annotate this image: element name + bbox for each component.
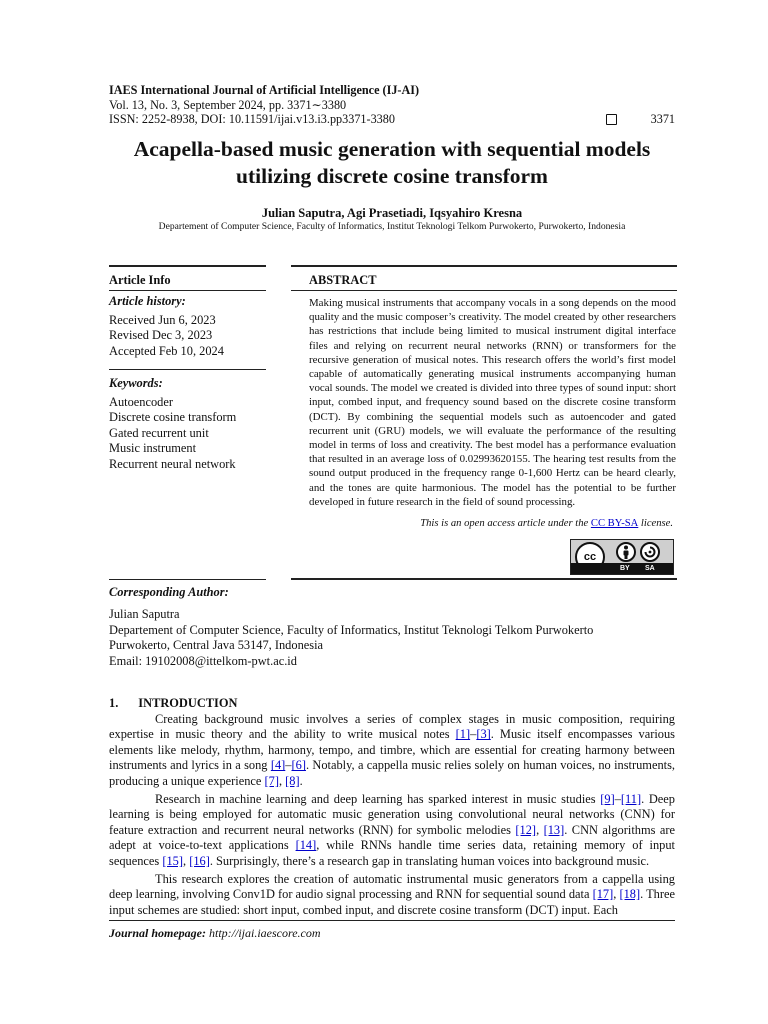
intro-paragraph-2: Research in machine learning and deep learning has sparked interest in music studies [9]–[11]. Deep learning is being employed for automatic music generation using convolutional neural networks (CNN) for feature extraction and recurrent neural networks (RNN) for symbolic melodies [12], [13]. CNN algorithms are adept at voice-to-text applications [14], while RNNs handle time series data, retaining memory of input sequences [15], [16]. Surprisingly, there’s a research gap in translating human voices into background music.: [109, 791, 675, 868]
article-history-heading: Article history:: [109, 294, 186, 308]
keyword-item: Autoencoder: [109, 395, 173, 409]
person-icon: [616, 542, 636, 562]
issn-row: [109, 112, 675, 127]
citation-link[interactable]: [14]: [295, 838, 317, 853]
keyword-item: Recurrent neural network: [109, 456, 236, 471]
open-access-notice: This is an open access article under the CC BY-SA license.: [420, 518, 673, 529]
info-top-rule: [109, 265, 266, 267]
title-line-2: utilizing discrete cosine transform: [236, 164, 548, 188]
abstract-heading-rule: [291, 290, 677, 291]
share-alike-icon: [640, 542, 660, 562]
abstract-bottom-rule: [291, 578, 677, 580]
history-revised: Revised Dec 3, 2023: [109, 328, 213, 343]
introduction-section: [109, 696, 675, 918]
corresponding-email: Email: 19102008@ittelkom-pwt.ac.id: [109, 653, 297, 668]
citation-link[interactable]: [4]: [270, 758, 286, 773]
abstract-body: Making musical instruments that accompany vocals in a song depends on the mood quality and the music composer’s creativity. The model created by other researchers has restrictions that include being limited to musical instrument digital interface files and relying on recurrent neural networks (RNN) or transformers for the recursive generation of musical notes. This research offers the world’s first model capable of automatically generating musical instruments accompanying human vocal sounds. The model we created is divided into three types of sound input: short input, combed input, and frequency sound based on the discrete cosine transform (DCT). By combining the sequential models such as autoencoder and gated recurrent unit (GRU) models, we will evaluate the performance of the resulting model in terms of loss and creativity. The best model has a performance evaluation that resulted in an average loss of 0.02993620155. The hearing test results from the sound output produced in the frequency range 0-1,600 Hertz can be heard clearly, and the tones are quite harmonious. The model has the potential to be further developed in future research in the field of sound processing.: [309, 297, 676, 508]
article-info-heading: Article Info: [109, 273, 171, 287]
volume-line: Vol. 13, No. 3, September 2024, pp. 3371∼3380: [109, 97, 347, 112]
citation-link[interactable]: [11]: [620, 791, 642, 806]
authors: Julian Saputra, Agi Prasetiadi, Iqsyahiro Kresna: [261, 206, 523, 220]
abstract-heading: ABSTRACT: [309, 273, 377, 287]
footer-rule: [109, 920, 675, 921]
intro-paragraph-3: This research explores the creation of automatic instrumental music generators from a cappella using deep learning, involving Conv1D for audio signal processing and RNN for sequential sound data [17], [18]. Three input schemes are studied: short input, combed input, and discrete cosine transform (DCT) input. Each: [109, 871, 675, 917]
corresponding-city: Purwokerto, Central Java 53147, Indonesia: [109, 638, 324, 653]
title-line-1: Acapella-based music generation with sequential models: [133, 137, 651, 161]
citation-link[interactable]: [17]: [592, 887, 614, 902]
citation-link[interactable]: [13]: [543, 822, 565, 837]
article-history-list: [109, 313, 269, 359]
paper-title: [96, 136, 688, 190]
citation-link[interactable]: [12]: [515, 822, 537, 837]
intro-paragraph-1: Creating background music involves a series of complex stages in music composition, requiring expertise in music theory and the ability to write musical notes [1]–[3]. Music itself encompasses various elements like melody, rhythm, harmony, tempo, and timbre, which are essential for creating harmony between instruments and lyrics in a song [4]–[6]. Notably, a cappella music relies solely on human voices, no instruments, producing a unique experience [7], [8].: [109, 711, 676, 788]
issn-doi-line: ISSN: 2252-8938, DOI: 10.11591/ijai.v13.i3.pp3371-3380: [109, 112, 395, 127]
corresponding-name: Julian Saputra: [109, 607, 180, 622]
cc-icon: cc: [575, 542, 605, 572]
cc-by-sa-badge[interactable]: [570, 539, 674, 575]
journal-header: [109, 83, 675, 127]
journal-homepage: [109, 926, 321, 941]
homepage-label: Journal homepage:: [109, 926, 207, 940]
citation-link[interactable]: [15]: [162, 853, 183, 868]
keyword-item: Music instrument: [109, 441, 197, 456]
cc-by-sa-link[interactable]: CC BY-SA: [590, 518, 639, 529]
badge-sa-label: SA: [645, 565, 655, 572]
citation-link[interactable]: [9]: [600, 791, 615, 806]
citation-link[interactable]: [18]: [619, 887, 641, 902]
homepage-url[interactable]: http://ijai.iaescore.com: [206, 926, 321, 940]
corresponding-author: [109, 585, 679, 669]
keywords-heading: Keywords:: [109, 376, 163, 390]
journal-name: IAES International Journal of Artificial Intelligence (IJ-AI): [109, 83, 420, 97]
corresponding-dept: Departement of Computer Science, Faculty of Informatics, Institut Teknologi Telkom Purwokerto: [109, 622, 594, 637]
affiliation: Departement of Computer Science, Faculty of Informatics, Institut Teknologi Telkom Purwokerto, Purwokerto, Indonesia: [158, 221, 626, 232]
citation-link[interactable]: [8]: [285, 773, 300, 788]
keyword-item: Discrete cosine transform: [109, 410, 237, 425]
citation-link[interactable]: [1]: [455, 727, 471, 742]
abstract-top-rule: [291, 265, 677, 267]
corresponding-heading: Corresponding Author:: [109, 585, 229, 599]
introduction-heading: 1. INTRODUCTION: [109, 696, 238, 710]
square-box-icon: [606, 114, 617, 125]
citation-link[interactable]: [16]: [189, 853, 210, 868]
keywords-rule: [109, 369, 266, 370]
info-bottom-rule: [109, 579, 266, 580]
citation-link[interactable]: [6]: [291, 758, 306, 773]
page-number: 3371: [650, 112, 675, 127]
citation-link[interactable]: [7]: [264, 773, 279, 788]
keywords-list: [109, 395, 279, 472]
badge-by-label: BY: [620, 565, 630, 572]
history-received: Received Jun 6, 2023: [109, 313, 216, 327]
citation-link[interactable]: [3]: [476, 727, 491, 742]
keyword-item: Gated recurrent unit: [109, 425, 209, 440]
history-accepted: Accepted Feb 10, 2024: [109, 343, 224, 358]
info-heading-rule: [109, 290, 266, 291]
